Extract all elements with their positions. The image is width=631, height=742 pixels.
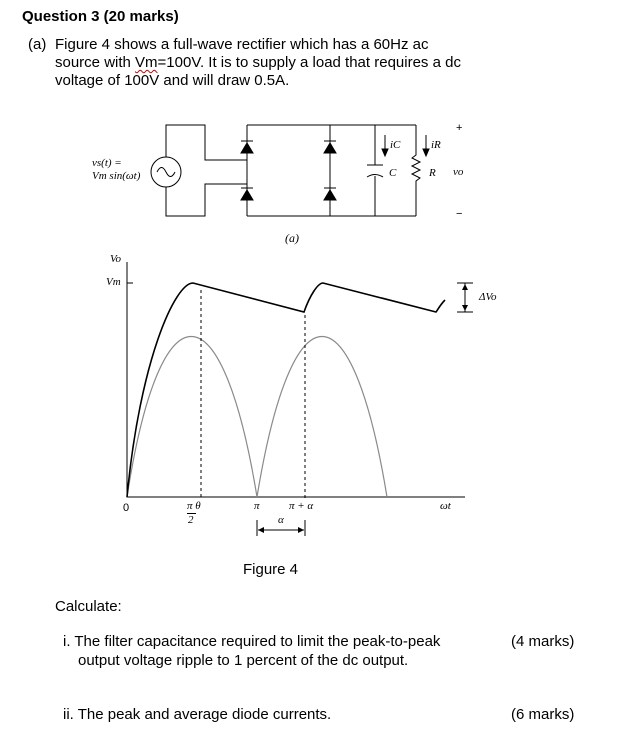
item-1-line-1: i. The filter capacitance required to limit the peak-to-peak [63, 633, 441, 650]
calculate-heading: Calculate: [55, 598, 122, 615]
source-label-1: vs(t) = [92, 157, 122, 169]
item-2-text: ii. The peak and average diode currents. [63, 706, 332, 723]
diode-d2 [241, 190, 253, 200]
sine-symbol [157, 168, 175, 177]
tick-pi: π [254, 500, 260, 512]
wire-source-bottom [166, 184, 247, 216]
subfigure-label: (a) [285, 231, 299, 245]
filtered-output [127, 283, 445, 497]
rectified-sine-2 [257, 337, 387, 498]
part-a-line-2-pre: source with [55, 54, 136, 71]
part-a-line-1: Figure 4 shows a full-wave rectifier which has a 60Hz ac [55, 36, 429, 53]
wt-label: ωt [440, 500, 451, 512]
part-a-line-2-post: =100V. It is to supply a load that requires a dc [157, 54, 461, 71]
resistor-symbol [412, 125, 420, 216]
rectified-sine-1 [127, 337, 257, 498]
resistor-label: R [429, 167, 436, 179]
alpha-label: α [278, 514, 284, 526]
question-title: Question 3 (20 marks) [22, 8, 179, 25]
vo-axis-label: Vo [110, 253, 121, 265]
vo-label: vo [453, 166, 464, 178]
vm-axis-label: Vm [106, 276, 121, 288]
diode-d4 [324, 190, 336, 200]
source-label-2: Vm sin(ωt) [92, 170, 141, 182]
plus-sign: + [456, 122, 463, 134]
item-1-line-2: output voltage ripple to 1 percent of the dc output. [78, 652, 409, 669]
tick-pi-alpha: π + α [289, 500, 314, 512]
diode-d1 [241, 143, 253, 153]
delta-vo-label: ΔVo [479, 291, 497, 303]
part-a-label: (a) [28, 36, 47, 53]
capacitor-label: C [389, 167, 397, 179]
minus-sign: − [456, 208, 463, 220]
diode-d3 [324, 143, 336, 153]
ir-label: iR [431, 139, 441, 151]
item-1-marks: (4 marks) [511, 633, 575, 650]
tick-zero: 0 [123, 502, 130, 514]
wire-source-top [166, 125, 247, 160]
vm-symbol: Vm [135, 54, 158, 71]
item-2-marks: (6 marks) [511, 706, 575, 723]
figure-caption: Figure 4 [243, 561, 299, 578]
tick-2: 2 [188, 514, 194, 526]
part-a-line-3: voltage of 100V and will draw 0.5A. [55, 72, 290, 89]
ic-label: iC [390, 139, 401, 151]
tick-pi2-theta: π θ [187, 500, 201, 512]
